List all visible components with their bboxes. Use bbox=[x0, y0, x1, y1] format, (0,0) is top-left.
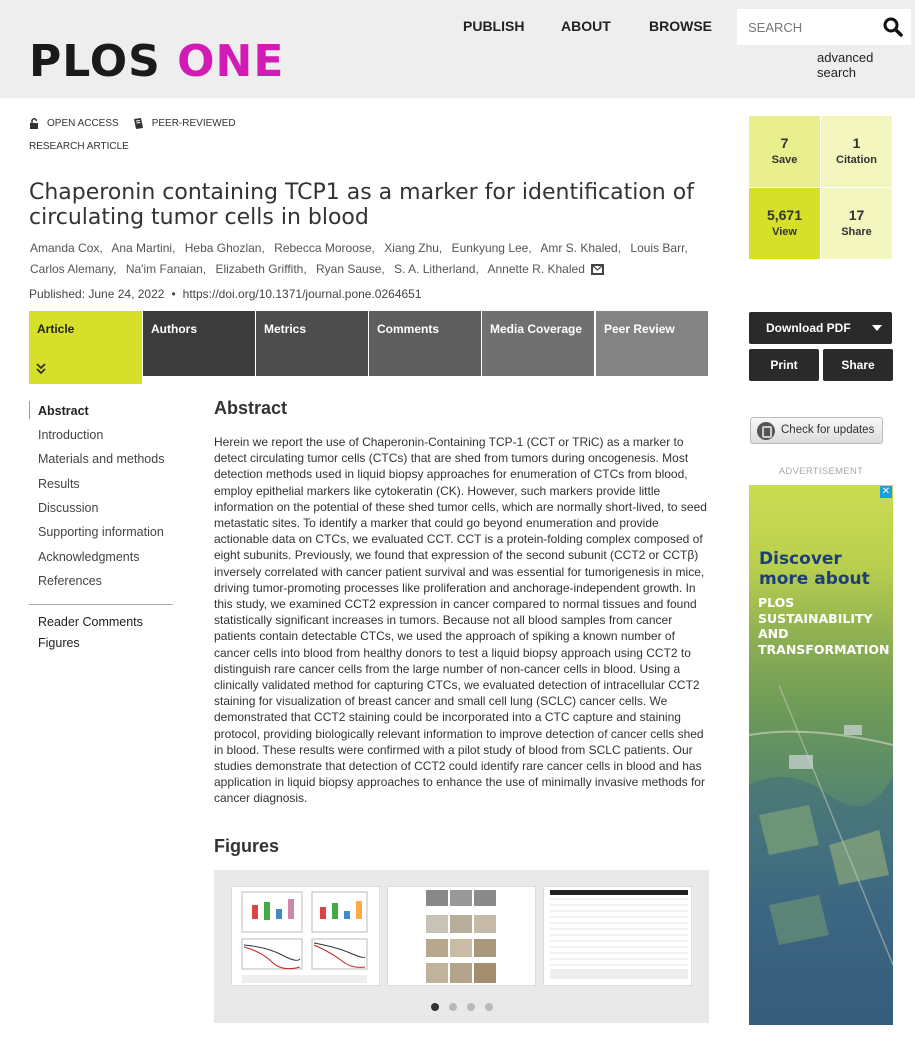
author-name[interactable]: Eunkyung Lee, bbox=[451, 241, 532, 255]
carousel-dot[interactable] bbox=[431, 1003, 439, 1011]
nav-reader-comments[interactable]: Reader Comments bbox=[38, 615, 143, 629]
article-type-label: RESEARCH ARTICLE bbox=[29, 141, 129, 152]
figure-3-preview bbox=[544, 887, 692, 986]
ad-headline: Discover more about bbox=[759, 549, 870, 589]
nav-acknowledgments[interactable]: Acknowledgments bbox=[38, 550, 140, 564]
metric-citations[interactable]: 1 Citation bbox=[821, 116, 892, 187]
peer-reviewed-badge: PEER-REVIEWED bbox=[133, 117, 236, 130]
open-access-badge: OPEN ACCESS bbox=[29, 118, 119, 129]
separator-dot: • bbox=[171, 287, 176, 301]
author-name[interactable]: Na'im Fanaian, bbox=[125, 262, 207, 276]
carousel-dot[interactable] bbox=[485, 1003, 493, 1011]
metric-shares[interactable]: 17 Share bbox=[821, 188, 892, 259]
published-date: Published: June 24, 2022 bbox=[29, 287, 165, 301]
author-name[interactable]: Annette R. Khaled bbox=[487, 262, 585, 276]
carousel-dot[interactable] bbox=[449, 1003, 457, 1011]
author-name[interactable]: Ana Martini, bbox=[111, 241, 176, 255]
tab-metrics[interactable]: Metrics bbox=[256, 311, 368, 376]
metric-saves[interactable]: 7 Save bbox=[749, 116, 820, 187]
author-name[interactable]: Xiang Zhu, bbox=[384, 241, 443, 255]
nav-browse[interactable]: BROWSE bbox=[649, 18, 712, 34]
advertisement-banner[interactable] bbox=[749, 485, 893, 1025]
nav-results[interactable]: Results bbox=[38, 477, 80, 491]
author-name[interactable]: Elizabeth Griffith, bbox=[215, 262, 307, 276]
figure-thumbnail[interactable] bbox=[231, 886, 380, 986]
publication-info bbox=[29, 287, 422, 301]
active-indicator bbox=[29, 401, 30, 419]
author-name[interactable]: Amr S. Khaled, bbox=[540, 241, 622, 255]
figure-1-preview bbox=[232, 887, 380, 986]
carousel-pagination bbox=[214, 998, 709, 1016]
nav-divider bbox=[29, 604, 173, 605]
author-name[interactable]: Carlos Alemany, bbox=[30, 262, 117, 276]
nav-supporting-information[interactable]: Supporting information bbox=[38, 525, 164, 539]
nav-references[interactable]: References bbox=[38, 574, 102, 588]
crossmark-icon bbox=[757, 422, 775, 440]
doi-link[interactable]: https://doi.org/10.1371/journal.pone.0264651 bbox=[182, 287, 422, 301]
figure-thumbnail[interactable] bbox=[543, 886, 692, 986]
advanced-search-link[interactable]: advanced search bbox=[817, 50, 874, 80]
abstract-heading: Abstract bbox=[214, 398, 288, 418]
nav-figures[interactable]: Figures bbox=[38, 636, 80, 650]
figure-2-preview bbox=[388, 887, 536, 986]
share-button[interactable]: Share bbox=[823, 349, 893, 381]
search-input[interactable] bbox=[737, 9, 877, 45]
dropdown-arrow-icon bbox=[872, 325, 882, 331]
carousel-dot[interactable] bbox=[467, 1003, 475, 1011]
download-pdf-button[interactable]: Download PDF bbox=[749, 312, 892, 344]
nav-publish[interactable]: PUBLISH bbox=[463, 18, 525, 34]
tab-article[interactable]: Article bbox=[29, 311, 142, 384]
figure-carousel bbox=[214, 870, 709, 1023]
ad-close-icon[interactable]: ✕ bbox=[881, 486, 891, 497]
author-name[interactable]: Ryan Sause, bbox=[316, 262, 385, 276]
figure-thumbnail[interactable] bbox=[387, 886, 536, 986]
site-header bbox=[0, 0, 915, 98]
nav-abstract[interactable]: Abstract bbox=[38, 404, 89, 418]
peer-review-icon bbox=[133, 117, 144, 130]
article-title: Chaperonin containing TCP1 as a marker for identification of circulating tumor cells in blood bbox=[29, 180, 694, 230]
search-box bbox=[737, 9, 911, 45]
tab-media-coverage[interactable]: Media Coverage bbox=[482, 311, 594, 376]
chevron-down-icon bbox=[36, 363, 46, 375]
print-button[interactable]: Print bbox=[749, 349, 819, 381]
nav-discussion[interactable]: Discussion bbox=[38, 501, 99, 515]
ad-subheadline: PLOS SUSTAINABILITY AND TRANSFORMATION bbox=[758, 595, 890, 657]
author-name[interactable]: S. A. Litherland, bbox=[394, 262, 479, 276]
author-list bbox=[30, 238, 710, 280]
author-name[interactable]: Amanda Cox, bbox=[30, 241, 103, 255]
author-name[interactable]: Rebecca Moroose, bbox=[274, 241, 375, 255]
search-icon[interactable] bbox=[883, 17, 903, 37]
abstract-body: Herein we report the use of Chaperonin-Containing TCP-1 (CCT or TRiC) as a marker to detect circulating tumor cells (CTCs) that are shed from tumors during oncogenesis. Most detection methods used in liquid biopsy approaches for enumeration of CTCs from blood, employ epithelial markers like cytokeratin (CK). However, such markers provide little information on the potential of these shed tumor cells, which are normally short-lived, to seed metastatic sites. To identify a marker that could go beyond enumeration and provide actionable data on CTCs, we evaluated CCT. CCT is a protein-folding complex composed of eight subunits. Previously, we found that expression of the second subunit (CCT2 or CCTβ) inversely correlated with cancer patient survival and was essential for tumorigenesis in mice, driving tumor-promoting processes like proliferation and anchorage-independent growth. In this study, we examined CCT2 expression in cancer compared to normal tissues and found statistically significant increases in tumors. Because not all blood samples from cancer patients contain detectable CTCs, we used the approach of spiking a known number of cancer cells into blood from healthy donors to test a liquid biopsy approach using CCT2 to distinguish rare cancer cells from the large number of non-cancer cells in blood. Using a clinically validated method for capturing CTCs, we evaluated detection of intracellular CCT2 staining for visualization of breast cancer and small cell lung (SCLC) cancer cells. We demonstrated that CCT2 staining could be incorporated into a CTC capture and staining protocol, providing biologically relevant information to improve detection of cancer cells shed in blood. These results were confirmed with a pilot study of blood from SCLC patients. Our studies demonstrate that detection of CCT2 could identify rare cancer cells in blood and has application in liquid biopsy approaches to enhance the use of minimally invasive methods for cancer diagnosis. bbox=[214, 435, 707, 806]
tab-peer-review[interactable]: Peer Review bbox=[596, 311, 708, 376]
author-name[interactable]: Louis Barr, bbox=[630, 241, 688, 255]
nav-introduction[interactable]: Introduction bbox=[38, 428, 104, 442]
metric-views[interactable]: 5,671 View bbox=[749, 188, 820, 259]
plos-one-logo[interactable]: PLOS ONE bbox=[29, 36, 285, 87]
tab-authors[interactable]: Authors bbox=[143, 311, 255, 376]
unlock-icon bbox=[29, 118, 39, 129]
nav-about[interactable]: ABOUT bbox=[561, 18, 611, 34]
check-for-updates-button[interactable]: Check for updates bbox=[750, 417, 883, 444]
access-badges bbox=[29, 117, 250, 130]
advertisement-label: ADVERTISEMENT bbox=[778, 466, 864, 477]
nav-materials-methods[interactable]: Materials and methods bbox=[38, 452, 165, 466]
email-icon[interactable] bbox=[591, 264, 604, 275]
tab-comments[interactable]: Comments bbox=[369, 311, 481, 376]
figures-heading: Figures bbox=[214, 836, 280, 856]
author-name[interactable]: Heba Ghozlan, bbox=[184, 241, 265, 255]
